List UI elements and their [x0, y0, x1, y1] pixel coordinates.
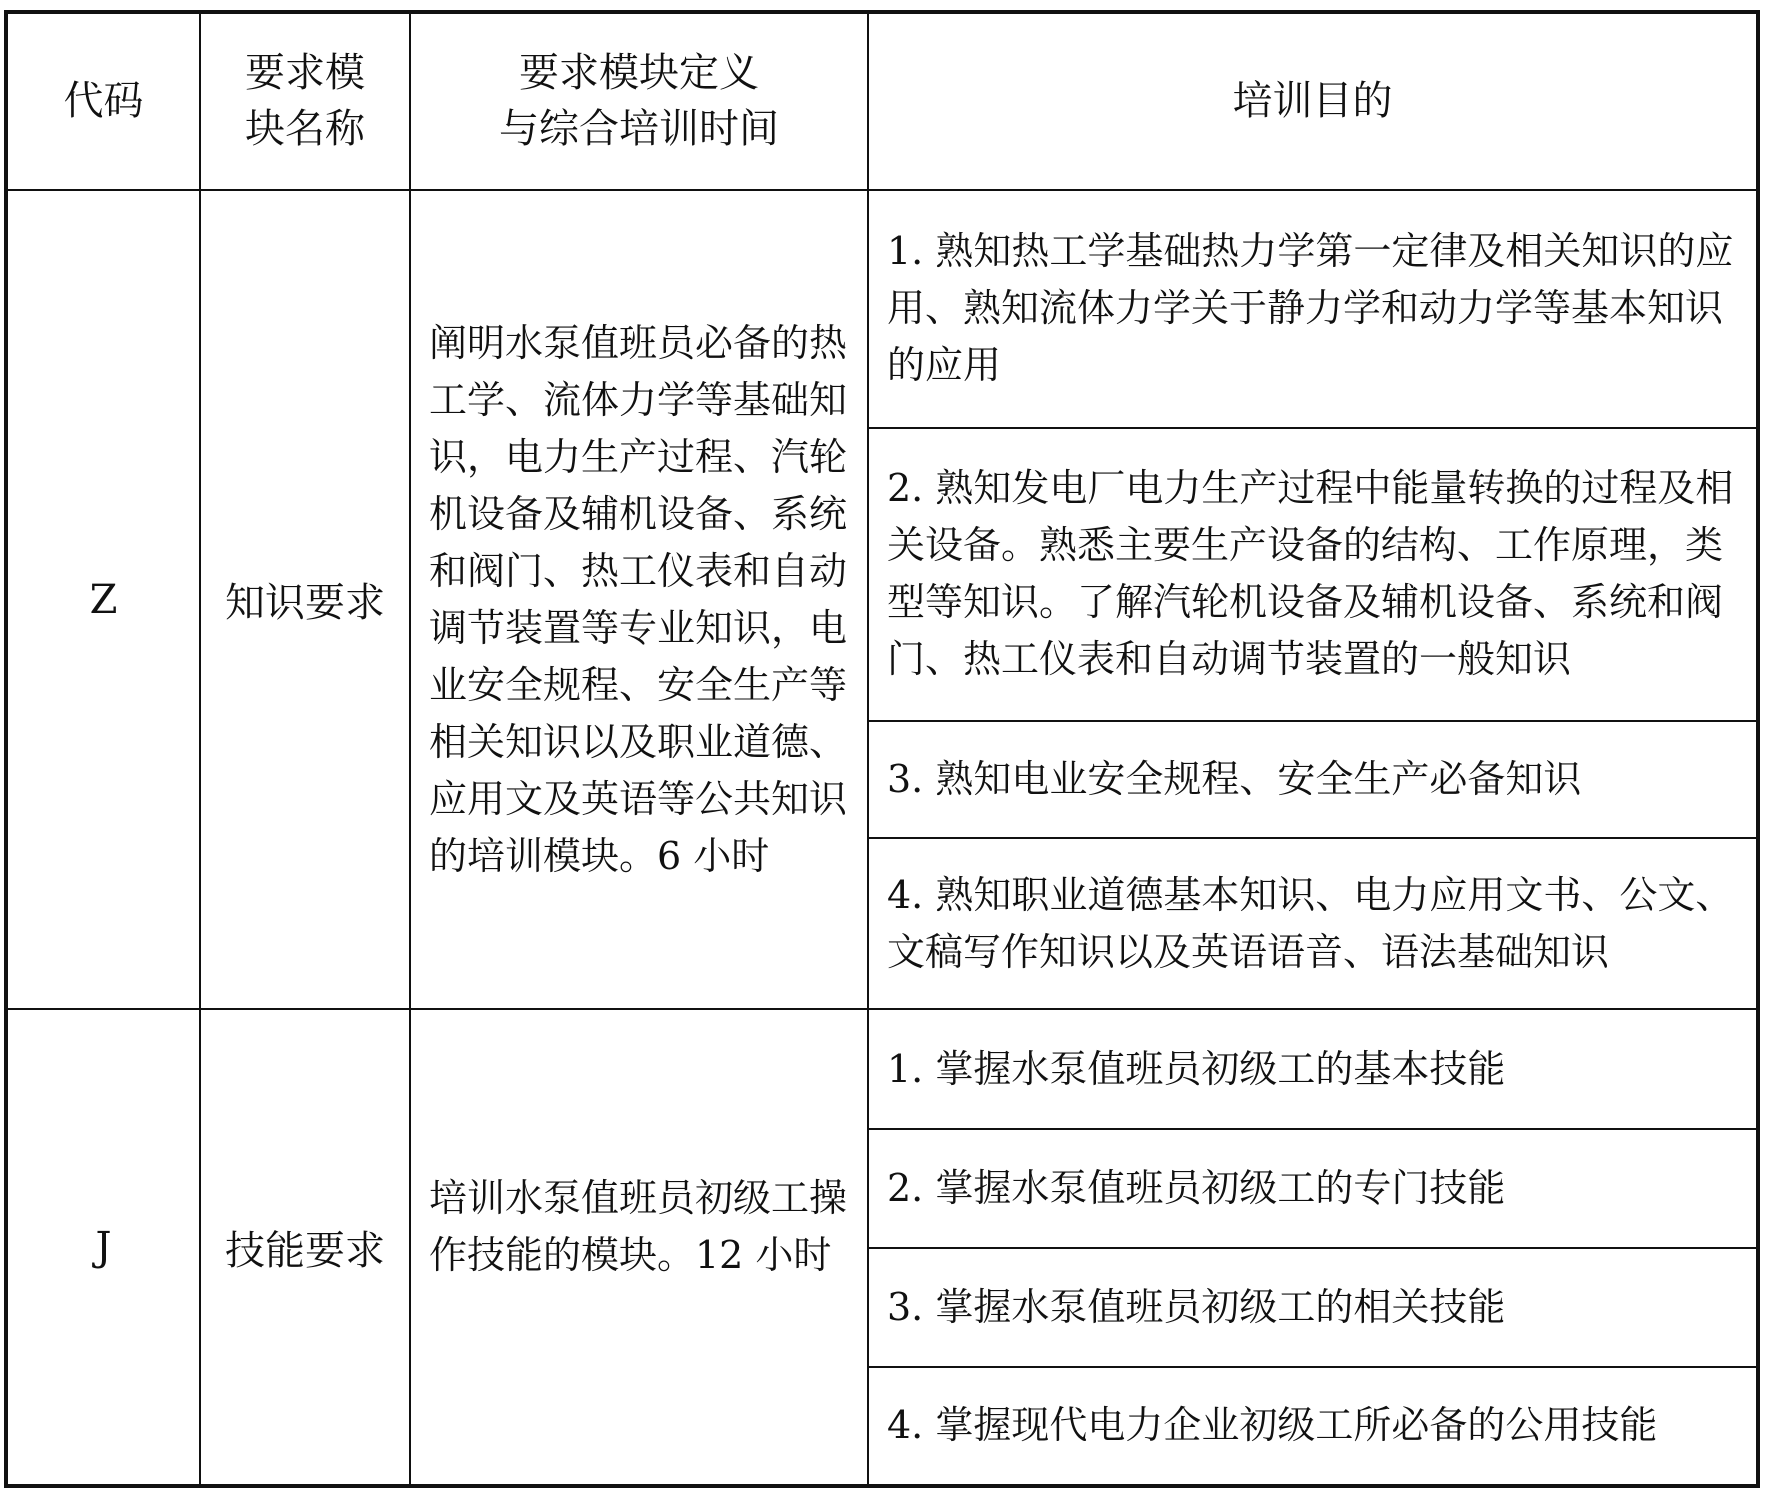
- goal-cell-j-3: 3. 掌握水泵值班员初级工的相关技能: [868, 1248, 1758, 1367]
- goal-cell-j-1: 1. 掌握水泵值班员初级工的基本技能: [868, 1009, 1758, 1128]
- table-header-row: [6, 12, 1758, 190]
- code-cell-j: J: [6, 1009, 200, 1486]
- table-row-z: [6, 190, 1758, 428]
- goal-cell-j-4: 4. 掌握现代电力企业初级工所必备的公用技能: [868, 1367, 1758, 1486]
- header-goal: 培训目的: [868, 12, 1758, 190]
- definition-cell-z: 阐明水泵值班员必备的热工学、流体力学等基础知识，电力生产过程、汽轮机设备及辅机设备、系统和阀门、热工仪表和自动调节装置等专业知识，电业安全规程、安全生产等相关知识以及职业道德、应用文及英语等公共知识的培训模块。6 小时: [410, 190, 868, 1010]
- goal-cell-z-3: 3. 熟知电业安全规程、安全生产必备知识: [868, 721, 1758, 838]
- code-cell-z: Z: [6, 190, 200, 1010]
- goal-cell-z-2: 2. 熟知发电厂电力生产过程中能量转换的过程及相关设备。熟悉主要生产设备的结构、工作原理，类型等知识。了解汽轮机设备及辅机设备、系统和阀门、热工仪表和自动调节装置的一般知识: [868, 428, 1758, 721]
- header-code: 代码: [6, 12, 200, 190]
- table-row-j: [6, 1009, 1758, 1128]
- goal-cell-z-4: 4. 熟知职业道德基本知识、电力应用文书、公文、文稿写作知识以及英语语音、语法基础知识: [868, 838, 1758, 1010]
- name-cell-j: 技能要求: [200, 1009, 410, 1486]
- goal-cell-z-1: 1. 熟知热工学基础热力学第一定律及相关知识的应用、熟知流体力学关于静力学和动力学等基本知识的应用: [868, 190, 1758, 428]
- training-module-table: [4, 10, 1760, 1488]
- header-module-name: 要求模 块名称: [200, 12, 410, 190]
- name-cell-z: 知识要求: [200, 190, 410, 1010]
- goal-cell-j-2: 2. 掌握水泵值班员初级工的专门技能: [868, 1129, 1758, 1248]
- header-definition: 要求模块定义 与综合培训时间: [410, 12, 868, 190]
- definition-cell-j: 培训水泵值班员初级工操作技能的模块。12 小时: [410, 1009, 868, 1486]
